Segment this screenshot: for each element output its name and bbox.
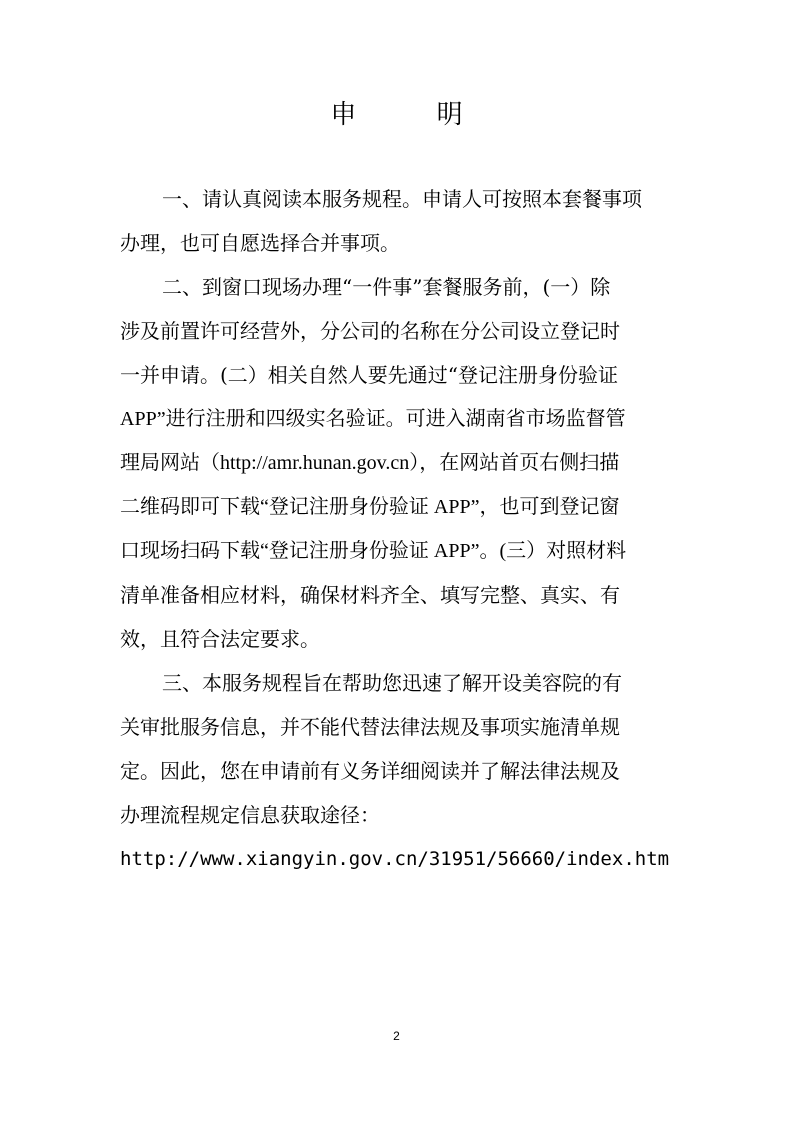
paragraph-3-line-2: 关审批服务信息，并不能代替法律法规及事项实施清单规	[120, 715, 620, 739]
paragraph-2-line-8: 清单准备相应材料，确保材料齐全、填写完整、真实、有	[120, 583, 620, 607]
page-number: 2	[393, 1029, 400, 1043]
paragraph-1-line-2: 办理，也可自愿选择合并事项。	[120, 231, 400, 255]
paragraph-2-line-6: 二维码即可下载“登记注册身份验证 APP”，也可到登记窗	[120, 496, 620, 518]
paragraph-3-line-1: 三、本服务规程旨在帮助您迅速了解开设美容院的有	[162, 671, 622, 695]
paragraph-1-line-1: 一、请认真阅读本服务规程。申请人可按照本套餐事项	[162, 187, 642, 211]
info-url-line: http://www.xiangyin.gov.cn/31951/56660/index.htm	[120, 848, 670, 870]
paragraph-2-line-9: 效，且符合法定要求。	[120, 627, 320, 651]
paragraph-2-line-2: 涉及前置许可经营外，分公司的名称在分公司设立登记时	[120, 319, 620, 343]
paragraph-3-line-4: 办理流程规定信息获取途径：	[120, 803, 380, 827]
paragraph-2-line-1: 二、到窗口现场办理“一件事”套餐服务前，(一）除	[162, 275, 611, 299]
paragraph-3-line-3: 定。因此，您在申请前有义务详细阅读并了解法律法规及	[120, 759, 620, 783]
page-title: 申 明	[330, 100, 499, 130]
paragraph-2-line-4: APP”进行注册和四级实名验证。可进入湖南省市场监督管	[120, 408, 626, 430]
paragraph-2-line-3: 一并申请。(二）相关自然人要先通过“登记注册身份验证	[120, 363, 619, 387]
paragraph-2-line-5: 理局网站（http://amr.hunan.gov.cn），在网站首页右侧扫描	[120, 452, 620, 474]
paragraph-2-line-7: 口现场扫码下载“登记注册身份验证 APP”。(三）对照材料	[120, 540, 627, 562]
